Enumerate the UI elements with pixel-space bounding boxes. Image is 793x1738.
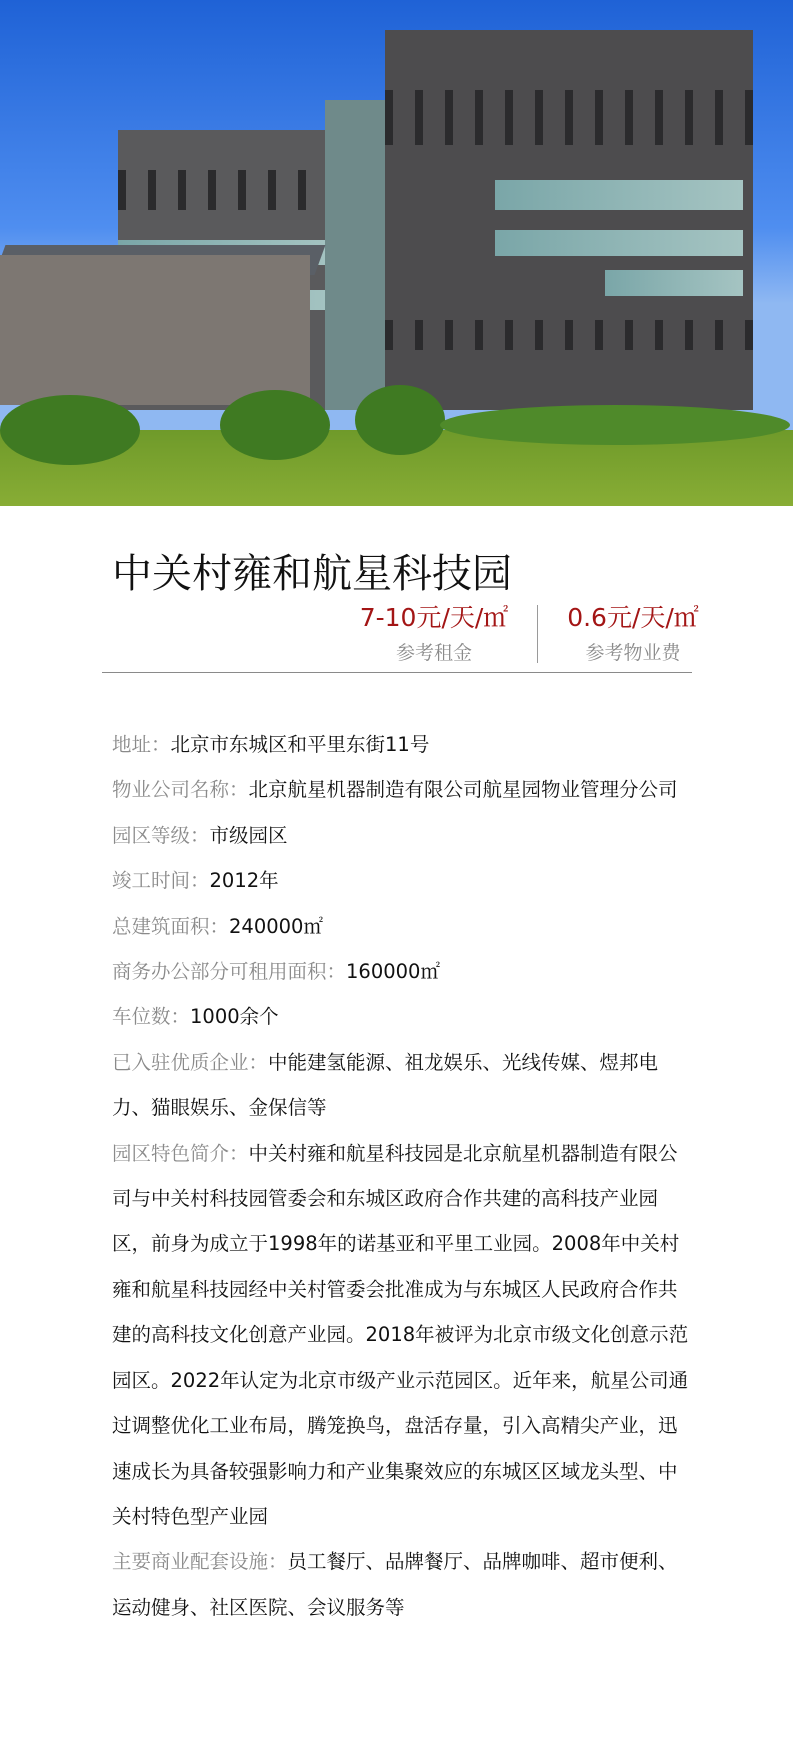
detail-value: 市级园区 [209,823,288,847]
detail-label: 车位数： [112,1005,191,1029]
park-details [112,722,690,1630]
rent-price [354,598,514,665]
detail-value: 员工餐厅、品牌餐厅、品牌咖啡、超市便利、运动健身、社区医院、会议服务等 [112,1550,678,1619]
property-fee-label: 参考物业费 [585,642,681,664]
bush [355,385,445,455]
house [0,255,310,405]
detail-property-company [112,767,690,812]
rent-label: 参考租金 [395,642,472,664]
detail-value: 1000余个 [190,1005,279,1029]
detail-address [112,722,690,767]
glass-band [605,270,743,296]
park-photo [0,0,793,506]
page-title: 中关村雍和航星科技园 [112,551,512,597]
detail-label: 物业公司名称： [112,778,249,802]
rent-value: 7-10元/天/㎡ [359,603,509,632]
detail-label: 商务办公部分可租用面积： [112,960,347,984]
detail-value: 240000㎡ [229,914,323,938]
detail-label: 园区等级： [112,823,210,847]
detail-total-area [112,904,690,949]
detail-label: 园区特色简介： [112,1141,249,1165]
detail-completion [112,858,690,903]
building-main [385,30,753,410]
detail-value: 160000㎡ [346,960,440,984]
detail-value: 2012年 [209,869,279,893]
detail-value: 中能建氢能源、祖龙娱乐、光线传媒、煜邦电力、猫眼娱乐、金保信等 [112,1050,659,1120]
detail-value: 北京航星机器制造有限公司航星园物业管理分公司 [248,778,678,802]
hedge [440,405,790,445]
detail-label: 竣工时间： [112,869,210,893]
detail-label: 已入驻优质企业： [112,1050,269,1074]
bush [220,390,330,460]
detail-label: 主要商业配套设施： [112,1550,288,1574]
detail-value: 中关村雍和航星科技园是北京航星机器制造有限公司与中关村科技园管委会和东城区政府合作共建的高科技产业园区，前身为成立于1998年的诺基亚和平里工业园。2008年中关村雍和航星科技园经中关村管委会批准成为与东城区人民政府合作共建的高科技文化创意产业园。2018年被评为北京市级文化创意示范园区。2022年认定为北京市级产业示范园区。近年来，航星公司通过调整优化工业布局，腾笼换鸟，盘活存量，引入高精尖产业，迅速成长为具备较强影响力和产业集聚效应的东城区区域龙头型、中关村特色型产业园 [112,1141,689,1528]
detail-tenants [112,1040,690,1131]
section-divider [102,672,692,673]
detail-label: 地址： [112,733,171,756]
detail-parking [112,994,690,1039]
bush [0,395,140,465]
detail-label: 总建筑面积： [112,914,230,938]
detail-rentable-area [112,949,690,994]
building-glass-core [325,100,390,410]
glass-band [495,180,743,210]
property-fee [565,598,701,665]
detail-park-level [112,813,690,858]
window-band [385,90,753,145]
window-band [385,320,753,350]
detail-facilities [112,1539,690,1630]
window-band [118,170,333,210]
price-divider [537,605,538,663]
property-fee-value: 0.6元/天/㎡ [567,603,699,632]
detail-introduction [112,1131,690,1540]
glass-band [495,230,743,256]
detail-value: 北京市东城区和平里东街11号 [170,733,430,756]
